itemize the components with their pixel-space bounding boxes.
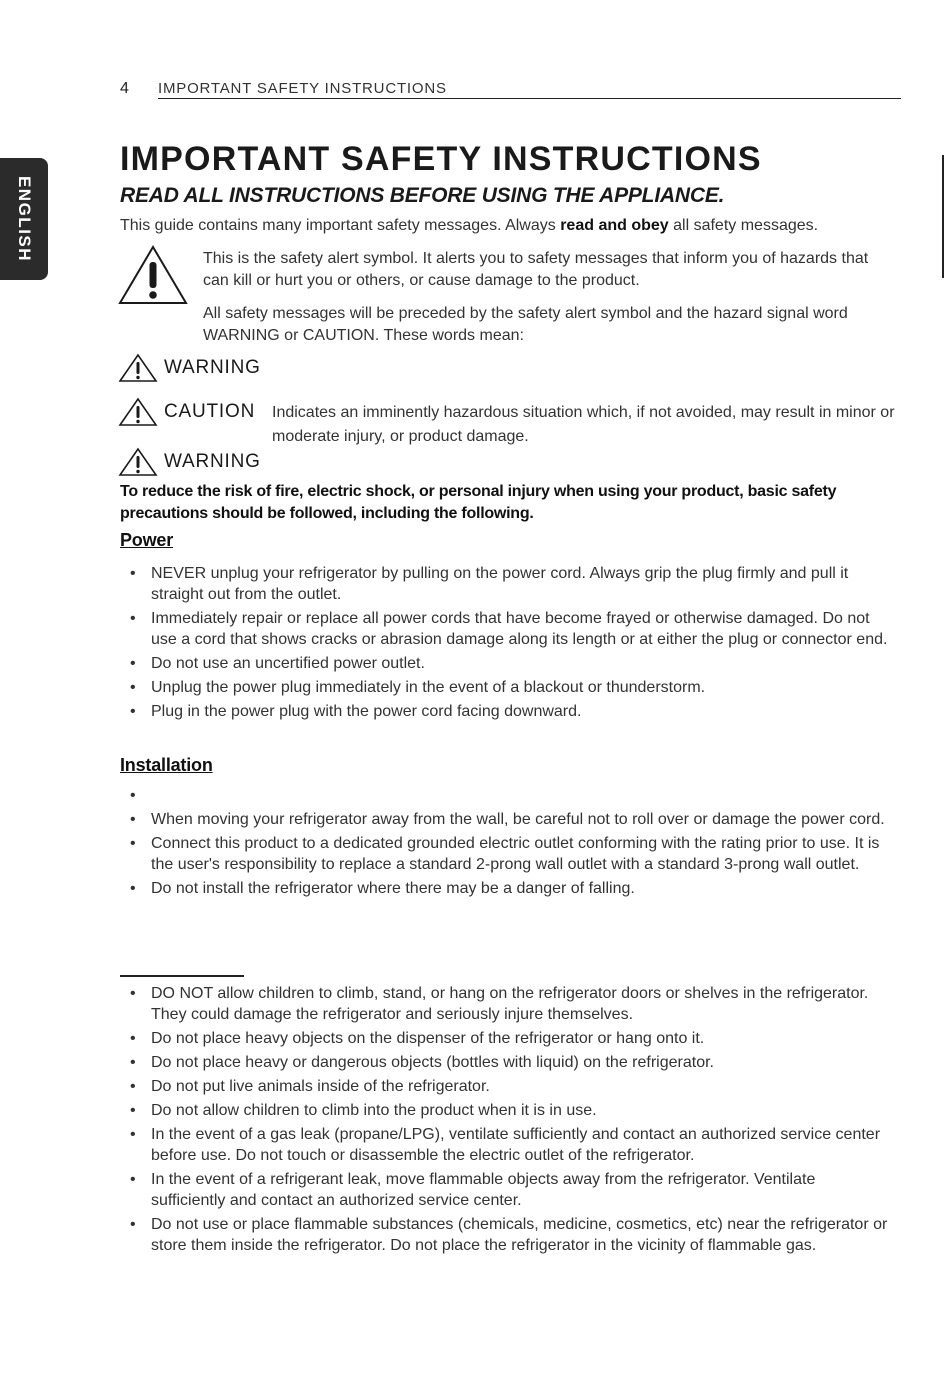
list-item: • Do not place heavy or dangerous objects (bottles with liquid) on the refrigerator.	[130, 1052, 890, 1073]
signal-word-description: All safety messages will be preceded by the safety alert symbol and the hazard signal word WARNING or CAUTION. These words mean:	[203, 305, 848, 344]
caution-signal	[118, 397, 255, 427]
page-title: IMPORTANT SAFETY INSTRUCTIONS	[120, 140, 762, 178]
power-list	[130, 563, 890, 725]
warning-label: WARNING	[164, 357, 261, 378]
running-header-title: IMPORTANT SAFETY INSTRUCTIONS	[158, 80, 447, 97]
list-item: • Do not put live animals inside of the refrigerator.	[130, 1076, 890, 1097]
section-heading-power: Power	[120, 530, 174, 550]
section-heading-installation: Installation	[120, 755, 213, 775]
warning-alert-icon	[118, 447, 158, 477]
page-subtitle: READ ALL INSTRUCTIONS BEFORE USING THE APPLIANCE.	[120, 184, 725, 207]
caution-description: Indicates an imminently hazardous situation which, if not avoided, may result in minor or moderate injury, or product damage.	[272, 404, 895, 445]
list-item: • NEVER unplug your refrigerator by pulling on the power cord. Always grip the plug firmly and pull it straight out from the outlet.	[130, 563, 890, 605]
intro-text	[120, 217, 818, 235]
alert-symbol-description: This is the safety alert symbol. It alerts you to safety messages that inform you of hazards that can kill or hurt you or others, or cause damage to the product.	[203, 250, 869, 289]
edge-marker	[942, 155, 944, 278]
list-item: • Connect this product to a dedicated grounded electric outlet conforming with the rating prior to use. It is the user's responsibility to replace a standard 2-prong wall outlet with a standard 3-prong wall outlet.	[130, 833, 890, 875]
list-item	[130, 785, 890, 806]
list-item: • Unplug the power plug immediately in the event of a blackout or thunderstorm.	[130, 677, 890, 698]
page-number: 4	[120, 80, 130, 97]
caution-alert-icon	[118, 397, 158, 427]
warning-signal	[118, 353, 261, 383]
header-rule	[158, 98, 901, 99]
operation-list	[130, 983, 890, 1259]
list-item: • Do not place heavy objects on the dispenser of the refrigerator or hang onto it.	[130, 1028, 890, 1049]
section-divider	[120, 975, 244, 977]
warning-signal-2	[118, 447, 261, 477]
list-item: • In the event of a refrigerant leak, move flammable objects away from the refrigerator. Ventilate sufficiently and contact an authorized service center.	[130, 1169, 890, 1211]
list-item: • Immediately repair or replace all power cords that have become frayed or otherwise damaged. Do not use a cord that shows cracks or abrasion damage along its length or at either the plug or connector end.	[130, 608, 890, 650]
warning-label-2: WARNING	[164, 451, 261, 472]
list-item: • Do not allow children to climb into the product when it is in use.	[130, 1100, 890, 1121]
list-item: • Do not use or place flammable substances (chemicals, medicine, cosmetics, etc) near the refrigerator or store them inside the refrigerator. Do not place the refrigerator in the vicinity of flammable gas.	[130, 1214, 890, 1256]
installation-list	[130, 785, 890, 902]
list-item: • When moving your refrigerator away from the wall, be careful not to roll over or damage the power cord.	[130, 809, 890, 830]
list-item: • DO NOT allow children to climb, stand, or hang on the refrigerator doors or shelves in the refrigerator. They could damage the refrigerator and seriously injure themselves.	[130, 983, 890, 1025]
intro-after: all safety messages.	[668, 217, 819, 234]
caution-label: CAUTION	[164, 401, 256, 422]
intro-bold: read and obey	[560, 217, 669, 234]
safety-alert-icon	[118, 245, 188, 307]
language-tab	[0, 158, 48, 280]
warning-lead-text: To reduce the risk of fire, electric shock, or personal injury when using your product, basic safety precautions should be followed, including the following.	[120, 483, 837, 522]
list-item: • Plug in the power plug with the power cord facing downward.	[130, 701, 890, 722]
language-tab-label: ENGLISH	[15, 175, 34, 263]
list-item: • In the event of a gas leak (propane/LPG), ventilate sufficiently and contact an authorized service center before use. Do not touch or disassemble the electric outlet of the refrigerator.	[130, 1124, 890, 1166]
intro-before: This guide contains many important safety messages. Always	[120, 217, 561, 234]
list-item: • Do not use an uncertified power outlet.	[130, 653, 890, 674]
list-item: • Do not install the refrigerator where there may be a danger of falling.	[130, 878, 890, 899]
warning-alert-icon	[118, 353, 158, 383]
